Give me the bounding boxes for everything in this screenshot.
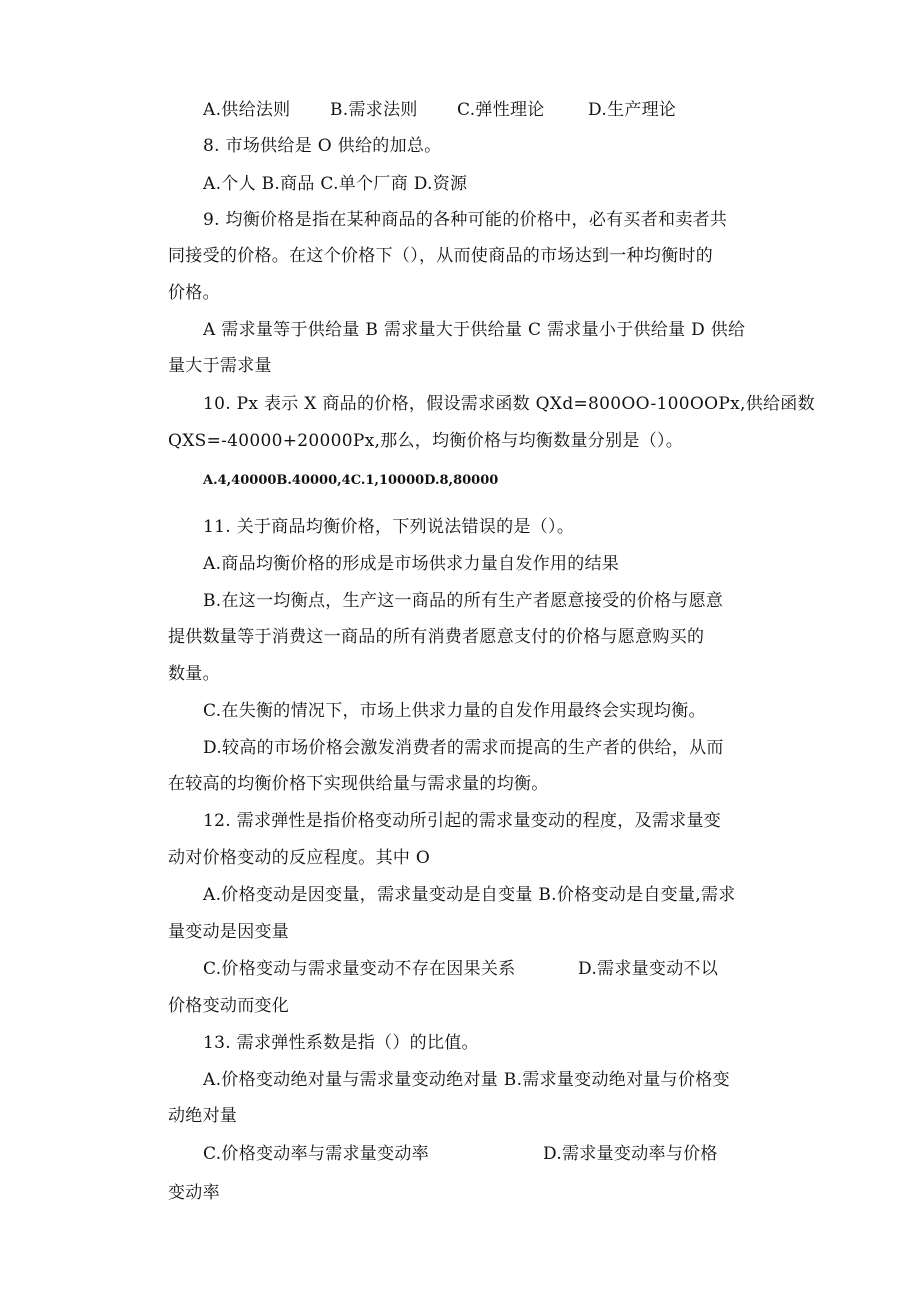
q12-stem-line-1: 12. 需求弹性是指价格变动所引起的需求量变动的程度，及需求量变 [203,811,722,831]
q13-option-c: C.价格变动率与需求量变动率 [203,1144,430,1164]
q9-stem-line-1: 9. 均衡价格是指在某种商品的各种可能的价格中，必有买者和卖者共 [203,210,728,230]
q7-option-d: D.生产理论 [588,100,677,120]
q11-option-d-line-2: 在较高的均衡价格下实现供给量与需求量的均衡。 [168,774,549,794]
q11-option-b-line-1: B.在这一均衡点，生产这一商品的所有生产者愿意接受的价格与愿意 [203,591,724,611]
q9-stem-line-2: 同接受的价格。在这个价格下（），从而使商品的市场达到一种均衡时的 [168,246,714,266]
q10-stem-line-1: 10. Px 表示 X 商品的价格，假设需求函数 QXd=800OO-100OOPx,供给函数 [203,394,815,414]
q13-options-ab-line-2: 动绝对量 [168,1106,238,1126]
q10-options: A.4,40000B.40000,4C.1,10000D.8,80000 [203,473,499,488]
q9-options-line-2: 量大于需求量 [168,356,272,376]
q11-option-b-line-2: 提供数量等于消费这一商品的所有消费者愿意支付的价格与愿意购买的 [168,627,705,647]
q10-stem-line-2: QXS=-40000+20000Px,那么，均衡价格与均衡数量分别是（）。 [168,431,684,451]
q12-options-ab-line-1: A.价格变动是因变量，需求量变动是自变量 B.价格变动是自变量,需求 [203,885,736,905]
q9-options-line-1: A 需求量等于供给量 B 需求量大于供给量 C 需求量小于供给量 D 供给 [203,320,746,340]
q12-stem-line-2: 动对价格变动的反应程度。其中 O [168,848,431,868]
q8-stem: 8. 市场供给是 O 供给的加总。 [203,136,442,156]
q11-option-b-line-3: 数量。 [168,664,220,684]
q12-option-d-line-2: 价格变动而变化 [168,996,290,1016]
q11-option-c: C.在失衡的情况下，市场上供求力量的自发作用最终会实现均衡。 [203,701,706,721]
q13-option-d-line-1: D.需求量变动率与价格 [543,1144,718,1164]
q12-option-c: C.价格变动与需求量变动不存在因果关系 [203,959,516,979]
q11-stem: 11. 关于商品均衡价格，下列说法错误的是（）。 [203,517,575,537]
q11-option-a: A.商品均衡价格的形成是市场供求力量自发作用的结果 [203,554,620,574]
q12-option-d-line-1: D.需求量变动不以 [578,959,719,979]
q13-options-ab-line-1: A.价格变动绝对量与需求量变动绝对量 B.需求量变动绝对量与价格变 [203,1070,730,1090]
q12-options-ab-line-2: 量变动是因变量 [168,922,290,942]
q9-stem-line-3: 价格。 [168,283,220,303]
q7-option-c: C.弹性理论 [457,100,545,120]
q8-options: A.个人 B.商品 C.单个厂商 D.资源 [203,174,468,194]
q7-option-a: A.供给法则 [203,100,291,120]
q7-option-b: B.需求法则 [330,100,418,120]
q13-stem: 13. 需求弹性系数是指（）的比值。 [203,1033,479,1053]
q13-option-d-line-2: 变动率 [168,1183,220,1203]
q11-option-d-line-1: D.较高的市场价格会激发消费者的需求而提高的生产者的供给，从而 [203,738,724,758]
